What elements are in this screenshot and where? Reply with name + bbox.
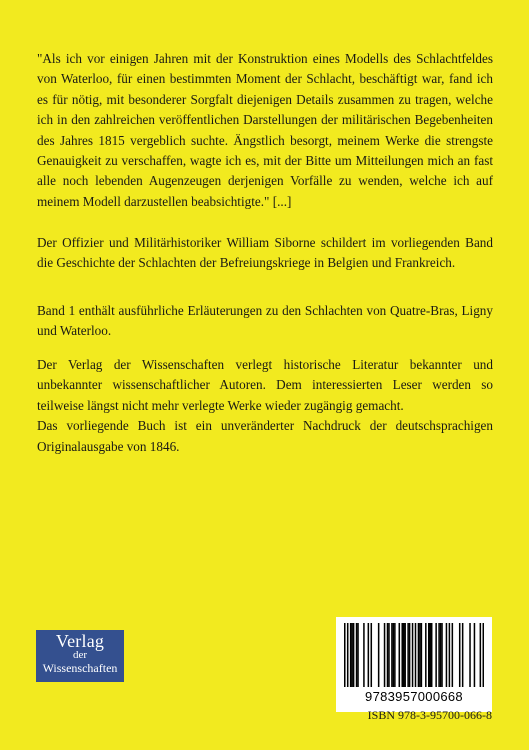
barcode-bar (351, 623, 353, 687)
barcode-bar (435, 623, 437, 687)
barcode-bar (459, 623, 461, 687)
publisher-info-text: Der Verlag der Wissenschaften verlegt historische Literatur bekannter und unbekannter wissenschaftlicher Autoren. Dem interessierten Leser werden so teilweise längst nicht mehr verlegte Werke wieder zugängig gemacht. (37, 357, 493, 413)
barcode-bar (480, 623, 482, 687)
barcode-bar (344, 623, 346, 687)
barcode-bar (384, 623, 386, 687)
barcode-number: 9783957000668 (365, 689, 463, 704)
barcode-bar (418, 623, 420, 687)
barcode-bar (438, 623, 440, 687)
barcode-bar (387, 623, 389, 687)
barcode-bar (441, 623, 443, 687)
barcode-bar (388, 623, 390, 687)
barcode-bar (403, 623, 405, 687)
barcode-bar (425, 623, 427, 687)
barcode-bar (378, 623, 380, 687)
isbn-label: ISBN 978-3-95700-066-8 (367, 708, 492, 722)
barcode-bar (409, 623, 411, 687)
logo-text-verlag: Verlag (55, 631, 105, 651)
barcode-bar (347, 623, 349, 687)
barcode-bar (399, 623, 401, 687)
barcode-bar (452, 623, 454, 687)
barcode (336, 617, 492, 712)
reprint-note-text: Das vorliegende Buch ist ein unveränderter Nachdruck der deutschsprachigen Originalausgabe von 1846. (37, 418, 493, 454)
barcode-bar (483, 623, 484, 687)
barcode-bar (449, 623, 451, 687)
barcode-bar (393, 623, 395, 687)
barcode-bar (368, 623, 370, 687)
barcode-bar (363, 623, 365, 687)
barcode-bar (431, 623, 433, 687)
publisher-logo (36, 630, 124, 682)
intro-paragraph: Der Offizier und Militärhistoriker William Siborne schildert im vorliegenden Band die Geschichte der Schlachten der Befreiungskriege in Belgien und Frankreich. (37, 235, 493, 271)
quote-paragraph: "Als ich vor einigen Jahren mit der Konstruktion eines Modells des Schlachtfeldes von Waterloo, für einen bestimmten Moment der Schlacht, beschäftigt war, fand ich es für nötig, mit besonderer Sorgfalt diejenigen Details zusammen zu tragen, welche ich in den zahlreichen veröffentlichen Darstellungen der militärischen Begebenheiten des Jahres 1815 vergeblich suchte. Ängstlich besorgt, meinem Werke die strengste Genauigkeit zu verschaffen, wagte ich es, mit der Bitte um Mitteilungen mich an fast alle noch lebenden Augenzeugen derjenigen Vorfälle zu wenden, welche ich auf meinem Modell darzustellen beabsichtigte." [...] (37, 51, 493, 209)
publisher-info-paragraph (37, 355, 493, 457)
barcode-bar (353, 623, 355, 687)
barcode-bars (344, 623, 484, 687)
logo-text-der: der (72, 649, 88, 661)
barcode-bar (357, 623, 359, 687)
barcode-bar (440, 623, 442, 687)
barcode-bar (415, 623, 417, 687)
barcode-bar (446, 623, 448, 687)
barcode-bar (419, 623, 421, 687)
barcode-bar (371, 623, 373, 687)
barcode-bar (404, 623, 406, 687)
barcode-bar (391, 623, 393, 687)
barcode-bar (350, 623, 352, 687)
barcode-bar (412, 623, 414, 687)
barcode-bar (394, 623, 396, 687)
logo-text-wissenschaften: Wissenschaften (42, 661, 118, 675)
barcode-bar (421, 623, 423, 687)
barcode-bar (428, 623, 430, 687)
barcode-bar (356, 623, 358, 687)
barcode-bar (401, 623, 403, 687)
barcode-bar (407, 623, 409, 687)
barcode-bar (462, 623, 464, 687)
barcode-bar (429, 623, 431, 687)
barcode-bar (474, 623, 476, 687)
volume-description-paragraph: Band 1 enthält ausführliche Erläuterungen zu den Schlachten von Quatre-Bras, Ligny und Waterloo. (37, 303, 493, 339)
barcode-bar (469, 623, 471, 687)
